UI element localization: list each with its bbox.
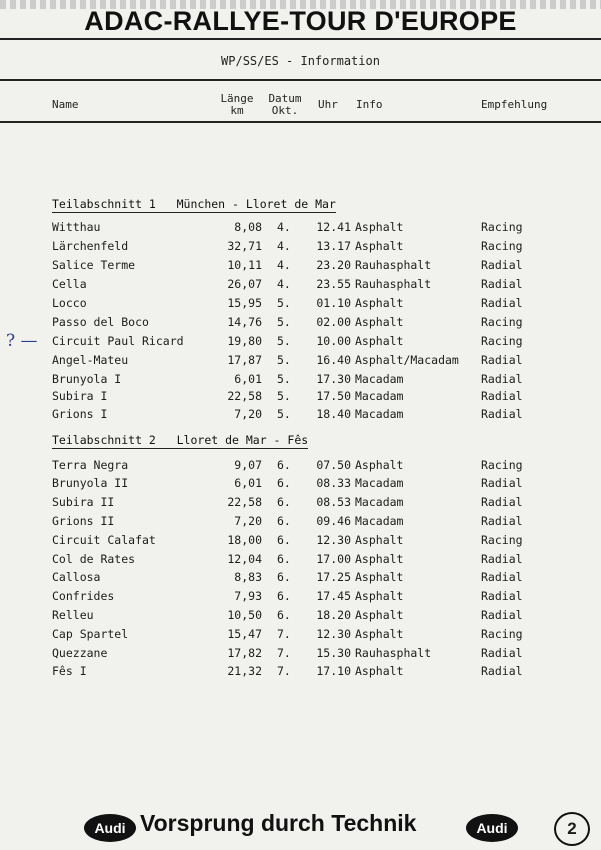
tyre-recommendation: Racing	[481, 334, 523, 348]
subtitle-divider	[0, 79, 601, 81]
handwritten-question-mark: ? —	[6, 331, 38, 351]
column-header-length-line2: km	[230, 104, 244, 117]
stage-day: 5.	[277, 353, 291, 367]
column-header-length-line1: Länge	[220, 92, 254, 105]
stage-surface: Macadam	[355, 407, 404, 421]
audi-logo: Audi	[466, 814, 518, 842]
stage-length: 7,93	[234, 589, 262, 603]
table-row	[0, 608, 601, 626]
stage-length: 10,50	[227, 608, 262, 622]
tyre-recommendation: Racing	[481, 220, 523, 234]
stage-length: 17,87	[227, 353, 262, 367]
tyre-recommendation: Radial	[481, 476, 523, 490]
stage-day: 6.	[277, 533, 291, 547]
tyre-recommendation: Radial	[481, 353, 523, 367]
tyre-recommendation: Radial	[481, 495, 523, 509]
stage-name: Callosa	[52, 570, 101, 584]
tyre-recommendation: Radial	[481, 258, 523, 272]
tyre-recommendation: Radial	[481, 664, 523, 678]
table-row	[0, 627, 601, 645]
stage-surface: Asphalt	[355, 664, 404, 678]
table-row	[0, 372, 601, 390]
stage-name: Salice Terme	[52, 258, 136, 272]
stage-day: 6.	[277, 570, 291, 584]
table-row	[0, 353, 601, 371]
stage-length: 7,20	[234, 514, 262, 528]
column-header-date-line1: Datum	[268, 92, 302, 105]
tyre-recommendation: Radial	[481, 608, 523, 622]
table-row	[0, 495, 601, 513]
stage-length: 10,11	[227, 258, 262, 272]
audi-logo: Audi	[84, 814, 136, 842]
footer	[0, 806, 601, 846]
stage-time: 09.46	[316, 514, 351, 528]
stage-time: 18.20	[316, 608, 351, 622]
tyre-recommendation: Radial	[481, 646, 523, 660]
stage-day: 7.	[277, 627, 291, 641]
stage-surface: Asphalt	[355, 627, 404, 641]
tyre-recommendation: Radial	[481, 407, 523, 421]
title-divider	[0, 38, 601, 40]
stage-day: 7.	[277, 664, 291, 678]
stage-name: Lärchenfeld	[52, 239, 129, 253]
stage-day: 5.	[277, 334, 291, 348]
stage-length: 19,80	[227, 334, 262, 348]
stage-surface: Asphalt	[355, 296, 404, 310]
table-row	[0, 334, 601, 352]
stage-name: Col de Rates	[52, 552, 136, 566]
section-heading: Teilabschnitt 1 München - Lloret de Mar	[52, 197, 336, 211]
stage-length: 14,76	[227, 315, 262, 329]
stage-length: 21,32	[227, 664, 262, 678]
column-header-name: Name	[52, 98, 79, 111]
stage-day: 6.	[277, 589, 291, 603]
column-header-length	[212, 93, 262, 117]
stage-length: 12,04	[227, 552, 262, 566]
stage-time: 13.17	[316, 239, 351, 253]
stage-surface: Asphalt	[355, 220, 404, 234]
table-row	[0, 220, 601, 238]
stage-surface: Macadam	[355, 495, 404, 509]
stage-time: 17.25	[316, 570, 351, 584]
table-row	[0, 315, 601, 333]
stage-time: 17.50	[316, 389, 351, 403]
tyre-recommendation: Radial	[481, 589, 523, 603]
stage-day: 5.	[277, 315, 291, 329]
stage-surface: Rauhasphalt	[355, 646, 432, 660]
tyre-recommendation: Racing	[481, 533, 523, 547]
stage-time: 08.33	[316, 476, 351, 490]
stage-day: 4.	[277, 220, 291, 234]
stage-name: Passo del Boco	[52, 315, 149, 329]
stage-name: Cap Spartel	[52, 627, 129, 641]
tyre-recommendation: Racing	[481, 315, 523, 329]
stage-name: Fês I	[52, 664, 87, 678]
page-subtitle: WP/SS/ES - Information	[221, 54, 380, 68]
table-row	[0, 296, 601, 314]
stage-name: Grions I	[52, 407, 108, 421]
table-row	[0, 407, 601, 425]
stage-length: 15,95	[227, 296, 262, 310]
stage-length: 22,58	[227, 495, 262, 509]
stage-day: 5.	[277, 372, 291, 386]
stage-surface: Macadam	[355, 372, 404, 386]
stage-time: 12.41	[316, 220, 351, 234]
stage-surface: Asphalt	[355, 458, 404, 472]
table-row	[0, 258, 601, 276]
table-row	[0, 589, 601, 607]
stage-surface: Rauhasphalt	[355, 258, 432, 272]
stage-name: Angel-Mateu	[52, 353, 129, 367]
tyre-recommendation: Racing	[481, 239, 523, 253]
stage-length: 22,58	[227, 389, 262, 403]
stage-length: 9,07	[234, 458, 262, 472]
tyre-recommendation: Radial	[481, 570, 523, 584]
stage-length: 7,20	[234, 407, 262, 421]
stage-name: Circuit Calafat	[52, 533, 156, 547]
stage-surface: Macadam	[355, 389, 404, 403]
stage-name: Grions II	[52, 514, 115, 528]
stage-time: 10.00	[316, 334, 351, 348]
stage-name: Brunyola II	[52, 476, 129, 490]
table-row	[0, 570, 601, 588]
stage-length: 32,71	[227, 239, 262, 253]
page-number: 2	[554, 812, 590, 846]
stage-time: 08.53	[316, 495, 351, 509]
stage-name: Subira I	[52, 389, 108, 403]
stage-time: 23.20	[316, 258, 351, 272]
stage-day: 6.	[277, 552, 291, 566]
stage-time: 17.00	[316, 552, 351, 566]
tyre-recommendation: Radial	[481, 296, 523, 310]
header-divider	[0, 121, 601, 123]
tyre-recommendation: Radial	[481, 514, 523, 528]
stage-length: 15,47	[227, 627, 262, 641]
stage-day: 6.	[277, 495, 291, 509]
stage-time: 23.55	[316, 277, 351, 291]
table-row	[0, 239, 601, 257]
stage-name: Witthau	[52, 220, 101, 234]
stage-day: 4.	[277, 277, 291, 291]
stage-name: Terra Negra	[52, 458, 129, 472]
stage-time: 17.10	[316, 664, 351, 678]
stage-day: 5.	[277, 296, 291, 310]
table-row	[0, 514, 601, 532]
table-row	[0, 277, 601, 295]
stage-length: 6,01	[234, 476, 262, 490]
tyre-recommendation: Radial	[481, 389, 523, 403]
stage-length: 26,07	[227, 277, 262, 291]
stage-surface: Asphalt	[355, 533, 404, 547]
stage-length: 6,01	[234, 372, 262, 386]
tyre-recommendation: Racing	[481, 627, 523, 641]
stage-time: 18.40	[316, 407, 351, 421]
column-header-recommendation: Empfehlung	[481, 98, 548, 111]
stage-day: 6.	[277, 608, 291, 622]
table-row	[0, 533, 601, 551]
tyre-recommendation: Radial	[481, 552, 523, 566]
column-header-date-line2: Okt.	[271, 104, 299, 117]
tyre-recommendation: Racing	[481, 458, 523, 472]
stage-day: 6.	[277, 458, 291, 472]
table-row	[0, 476, 601, 494]
stage-surface: Asphalt	[355, 589, 404, 603]
stage-day: 6.	[277, 476, 291, 490]
stage-surface: Rauhasphalt	[355, 277, 432, 291]
stage-length: 8,08	[234, 220, 262, 234]
stage-time: 17.30	[316, 372, 351, 386]
stage-name: Cella	[52, 277, 87, 291]
stage-name: Brunyola I	[52, 372, 122, 386]
tyre-recommendation: Radial	[481, 372, 523, 386]
table-row	[0, 552, 601, 570]
stage-day: 4.	[277, 258, 291, 272]
table-row	[0, 389, 601, 407]
stage-surface: Macadam	[355, 476, 404, 490]
footer-slogan: Vorsprung durch Technik	[140, 810, 417, 836]
stage-length: 8,83	[234, 570, 262, 584]
stage-time: 12.30	[316, 627, 351, 641]
stage-name: Locco	[52, 296, 87, 310]
table-row	[0, 664, 601, 682]
stage-time: 16.40	[316, 353, 351, 367]
stage-name: Subira II	[52, 495, 115, 509]
stage-surface: Asphalt	[355, 570, 404, 584]
stage-surface: Asphalt	[355, 608, 404, 622]
tyre-recommendation: Radial	[481, 277, 523, 291]
stage-time: 01.10	[316, 296, 351, 310]
table-row	[0, 646, 601, 664]
section-heading: Teilabschnitt 2 Lloret de Mar - Fês	[52, 433, 309, 447]
stage-name: Circuit Paul Ricard	[52, 334, 184, 348]
stage-time: 15.30	[316, 646, 351, 660]
stage-surface: Macadam	[355, 514, 404, 528]
column-header-time: Uhr	[318, 98, 338, 111]
page-title: ADAC-RALLYE-TOUR D'EUROPE	[84, 6, 517, 36]
stage-day: 5.	[277, 407, 291, 421]
table-row	[0, 458, 601, 476]
stage-day: 7.	[277, 646, 291, 660]
stage-time: 12.30	[316, 533, 351, 547]
stage-length: 18,00	[227, 533, 262, 547]
stage-time: 02.00	[316, 315, 351, 329]
stage-length: 17,82	[227, 646, 262, 660]
stage-name: Relleu	[52, 608, 94, 622]
stage-name: Quezzane	[52, 646, 108, 660]
stage-surface: Asphalt	[355, 315, 404, 329]
stage-day: 4.	[277, 239, 291, 253]
stage-surface: Asphalt	[355, 334, 404, 348]
stage-time: 17.45	[316, 589, 351, 603]
stage-day: 6.	[277, 514, 291, 528]
stage-time: 07.50	[316, 458, 351, 472]
stage-day: 5.	[277, 389, 291, 403]
stage-surface: Asphalt	[355, 239, 404, 253]
column-header-date	[265, 93, 305, 117]
stage-name: Confrides	[52, 589, 115, 603]
stage-surface: Asphalt/Macadam	[355, 353, 459, 367]
stage-surface: Asphalt	[355, 552, 404, 566]
column-header-info: Info	[356, 98, 383, 111]
